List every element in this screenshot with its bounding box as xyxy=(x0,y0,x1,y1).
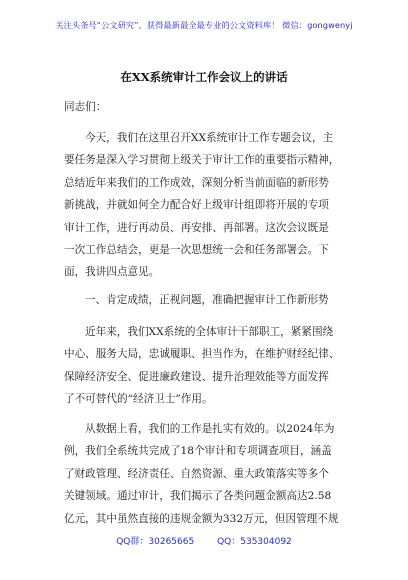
paragraph-line: 从数据上看，我们的工作是扎实有效的。以2024年为 xyxy=(85,423,335,435)
paragraph-line: 了财政管理、经济责任、自然资源、重大政策落实等多个 xyxy=(64,467,329,480)
paragraph-line: 总结近年来我们的工作成效，深刻分析当前面临的新形势 xyxy=(64,176,329,189)
paragraph-line: 今天，我们在这里召开XX系统审计工作专题会议，主 xyxy=(85,132,334,144)
footer-qq-group: QQ群：30265665 xyxy=(116,537,195,547)
paragraph-line: 一次工作总结会，更是一次思想统一会和任务部署会。下 xyxy=(64,244,329,257)
paragraph-line: 近年来，我们XX系统的全体审计干部职工，紧紧围绕 xyxy=(85,326,334,338)
paragraph-line: 亿元，其中虽然直接的违规金额为332万元，但因管理不规 xyxy=(64,512,339,525)
document-title: 在XX系统审计工作会议上的讲话 xyxy=(120,70,288,84)
footer-qq: QQ：535304092 xyxy=(217,537,292,547)
paragraph-line: 新挑战，并就如何全力配合好上级审计组即将开展的专项 xyxy=(64,199,329,212)
paragraph-3 xyxy=(64,418,354,530)
header-banner: 关注头条号“公文研究”，获得最新最全最专业的公文资料库！ 微信：gongwenyj xyxy=(55,20,353,30)
paragraph-line: 了不可替代的“经济卫士”作用。 xyxy=(64,393,213,406)
section-heading-1: 一、肯定成绩，正视问题，准确把握审计工作新形势 xyxy=(85,294,329,306)
paragraph-line: 要任务是深入学习贯彻上级关于审计工作的重要指示精神， xyxy=(64,154,340,167)
paragraph-1 xyxy=(64,127,354,284)
paragraph-line: 保障经济安全、促进廉政建设、提升治理效能等方面发挥 xyxy=(64,370,329,383)
footer-contact xyxy=(0,534,408,547)
paragraph-line: 面，我讲四点意见。 xyxy=(64,266,160,279)
paragraph-line: 关键领域。通过审计，我们揭示了各类问题金额高达2.58 xyxy=(64,490,332,503)
paragraph-line: 例，我们全系统共完成了18个审计和专项调查项目，涵盖 xyxy=(64,445,332,458)
paragraph-2 xyxy=(64,321,354,411)
paragraph-line: 中心、服务大局，忠诚履职、担当作为，在维护财经纪律、 xyxy=(64,348,340,361)
paragraph-line: 审计工作，进行再动员、再安排、再部署。这次会议既是 xyxy=(64,221,329,234)
salutation: 同志们： xyxy=(64,101,107,113)
